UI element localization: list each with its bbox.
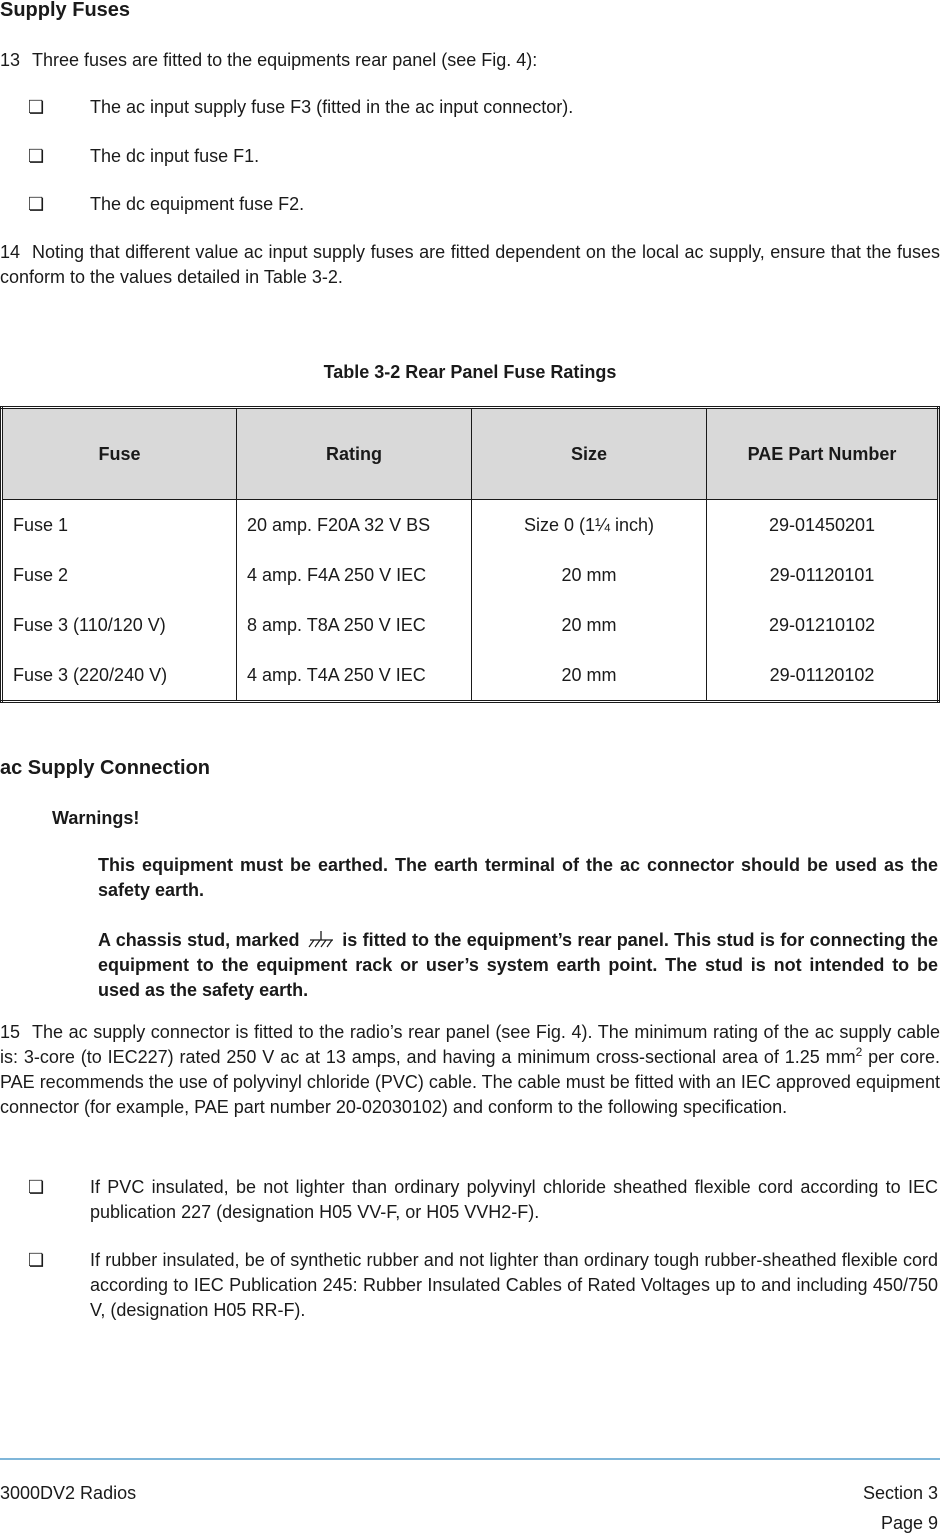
table-cell: 29-01210102 [707, 600, 939, 650]
checkbox-bullet-icon: ❏ [28, 146, 45, 166]
table-cell: 4 amp. F4A 250 V IEC [237, 550, 472, 600]
checkbox-bullet-icon: ❏ [28, 1177, 45, 1197]
table-cell: 4 amp. T4A 250 V IEC [237, 650, 472, 702]
paragraph-number: 15 [0, 1022, 21, 1042]
checkbox-bullet-icon: ❏ [28, 194, 45, 214]
paragraph-14 [0, 240, 940, 290]
bullet-text: If rubber insulated, be of synthetic rubber and not lighter than ordinary tough rubber-sheathed flexible cord according to IEC Publication 245: Rubber Insulated Cables of Rated Voltages up to and including 450/750 V, (designation H05 RR-F). [90, 1250, 938, 1320]
table-row [2, 650, 939, 702]
table-cell: 29-01120102 [707, 650, 939, 702]
column-header: Size [472, 408, 707, 500]
table-row [2, 550, 939, 600]
table-cell: 29-01120101 [707, 550, 939, 600]
table-row [2, 500, 939, 551]
superscript: 2 [855, 1045, 863, 1059]
warnings-heading: Warnings! [52, 808, 140, 828]
table-cell: 20 mm [472, 550, 707, 600]
bullet-item [28, 95, 938, 120]
table-cell: 29-01450201 [707, 500, 939, 551]
fuse-ratings-table [0, 406, 940, 703]
bullet-text: The dc input fuse F1. [90, 146, 260, 166]
bullet-item [28, 1175, 938, 1225]
chassis-earth-icon [305, 931, 337, 949]
table-cell: Fuse 3 (220/240 V) [2, 650, 237, 702]
table-cell: Size 0 (1¼ inch) [472, 500, 707, 551]
bullet-text: The dc equipment fuse F2. [90, 194, 305, 214]
table-cell: 8 amp. T8A 250 V IEC [237, 600, 472, 650]
section-title: Supply Fuses [0, 0, 131, 21]
paragraph-text: Noting that different value ac input supply fuses are fitted dependent on the local ac supply, ensure that the fuses conform to the values detailed in Table 3-2. [0, 242, 940, 287]
checkbox-bullet-icon: ❏ [28, 97, 45, 117]
warning-text-part: A chassis stud, marked [98, 930, 300, 950]
table-cell: Fuse 3 (110/120 V) [2, 600, 237, 650]
table-row [2, 600, 939, 650]
table-cell: 20 amp. F20A 32 V BS [237, 500, 472, 551]
bullet-item [28, 192, 938, 217]
table-cell: Fuse 1 [2, 500, 237, 551]
checkbox-bullet-icon: ❏ [28, 1250, 45, 1270]
column-header: Fuse [2, 408, 237, 500]
table-header-row [2, 408, 939, 500]
bullet-item [28, 144, 938, 169]
paragraph-text: Three fuses are fitted to the equipments rear panel (see Fig. 4): [32, 50, 538, 70]
table-cell: 20 mm [472, 650, 707, 702]
bullet-item [28, 1248, 938, 1323]
column-header: PAE Part Number [707, 408, 939, 500]
footer-section: Section 3 [862, 1483, 938, 1503]
footer-document-title: 3000DV2 Radios [0, 1483, 137, 1503]
page-number: Page 9 [880, 1513, 938, 1533]
table-caption: Table 3-2 Rear Panel Fuse Ratings [323, 362, 617, 382]
table-cell: 20 mm [472, 600, 707, 650]
table-cell: Fuse 2 [2, 550, 237, 600]
paragraph-text: The ac supply connector is fitted to the radio’s rear panel (see Fig. 4). The minimum rating of the ac supply cable is: 3-core (to IEC227) rated 250 V ac at 13 amps, and having a minimum cross-sectional area of 1.25 mm [0, 1022, 940, 1067]
warning-text: This equipment must be earthed. The earth terminal of the ac connector should be used as the safety earth. [98, 855, 938, 900]
paragraph-text: per core. PAE recommends the use of polyvinyl chloride (PVC) cable. The cable must be fitted with an IEC approved equipment connector (for example, PAE part number 20-02030102) and conform to the following specification. [0, 1047, 940, 1117]
bullet-text: The ac input supply fuse F3 (fitted in the ac input connector). [90, 97, 574, 117]
bullet-text: If PVC insulated, be not lighter than ordinary polyvinyl chloride sheathed flexible cord according to IEC publication 227 (designation H05 VV-F, or H05 VVH2-F). [90, 1177, 938, 1222]
warning-text [98, 928, 938, 1003]
section-title: ac Supply Connection [0, 757, 211, 779]
footer-rule [0, 1458, 940, 1460]
paragraph-13 [0, 48, 940, 73]
paragraph-number: 14 [0, 242, 21, 262]
warning-text-part: is fitted to the equipment’s rear panel. This stud is for connecting the equipment to the equipment rack or user’s system earth point. The stud is not intended to be used as the safety earth. [98, 930, 938, 1000]
column-header: Rating [237, 408, 472, 500]
paragraph-number: 13 [0, 50, 21, 70]
paragraph-15 [0, 1020, 940, 1120]
